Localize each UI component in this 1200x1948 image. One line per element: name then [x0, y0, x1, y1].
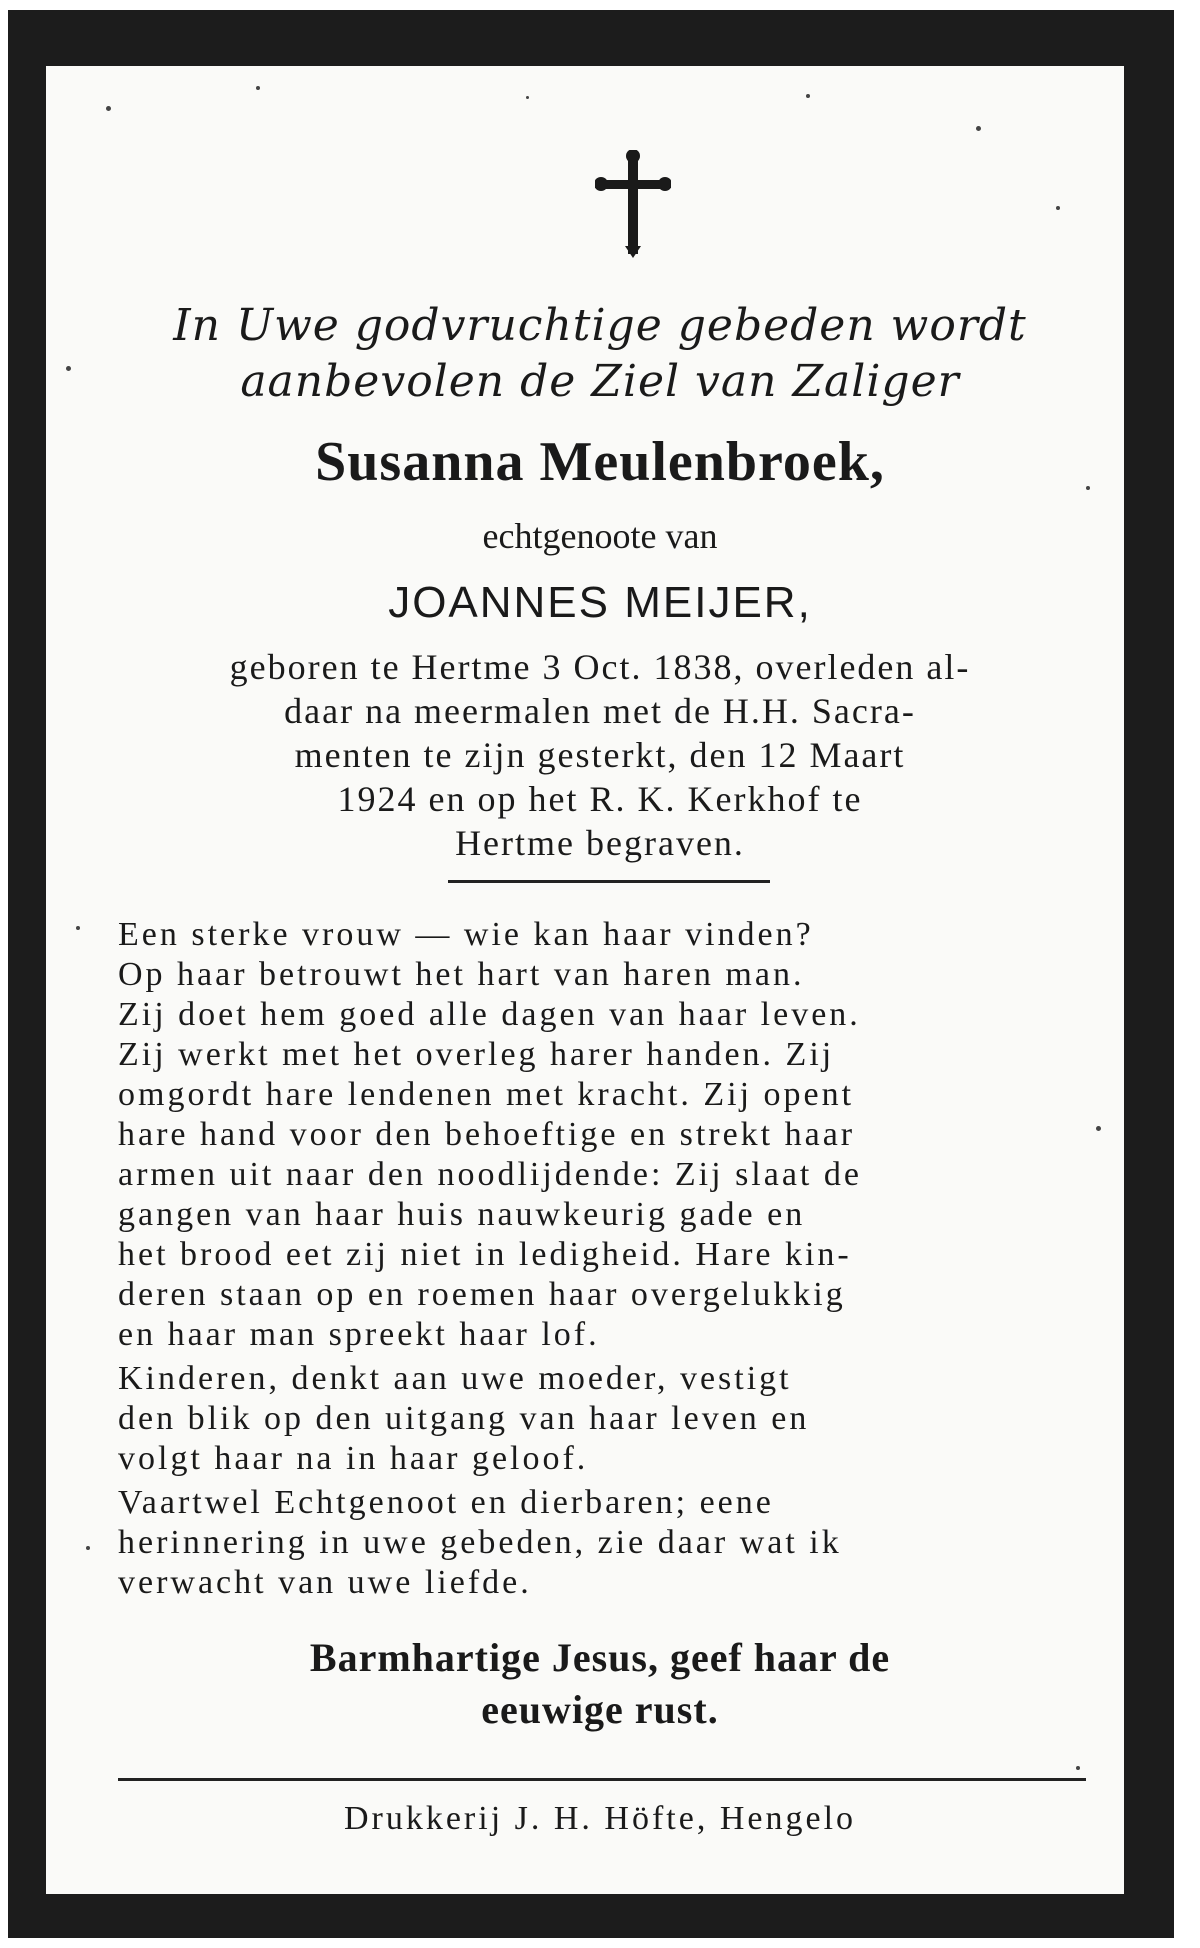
verse-line: Een sterke vrouw — wie kan haar vinden?: [118, 916, 814, 953]
verse-line: Zij doet hem goed alle dagen van haar leven.: [118, 996, 861, 1033]
printer-imprint: Drukkerij J. H. Höfte, Hengelo: [343, 1800, 857, 1837]
biography-line-4: 1924 en op het R. K. Kerkhof te: [337, 779, 863, 819]
invocation-line-1: In Uwe godvruchtige gebeden wordt: [173, 300, 1027, 351]
verse-line: Op haar betrouwt het hart van haren man.: [118, 956, 805, 993]
spouse-name: JOANNES MEIJER,: [388, 578, 812, 627]
verse-line: Kinderen, denkt aan uwe moeder, vestigt: [118, 1360, 792, 1397]
verse-line: Vaartwel Echtgenoot en dierbaren; eene: [118, 1484, 774, 1521]
biography-line-1: geboren te Hertme 3 Oct. 1838, overleden al-: [229, 647, 971, 687]
footer-divider: [118, 1778, 1086, 1781]
verse-line: Zij werkt met het overleg harer handen. Zij: [118, 1036, 835, 1073]
verse-line: den blik op den uitgang van haar leven en: [118, 1400, 810, 1437]
verse-line: deren staan op en roemen haar overgelukkig: [118, 1276, 846, 1313]
verse-line: hare hand voor den behoeftige en strekt haar: [118, 1116, 856, 1153]
verse-line: en haar man spreekt haar lof.: [118, 1316, 600, 1353]
biography-line-3: menten te zijn gesterkt, den 12 Maart: [294, 735, 906, 775]
invocation-line-2: aanbevolen de Ziel van Zaliger: [240, 356, 960, 407]
verse-line: herinnering in uwe gebeden, zie daar wat ik: [118, 1524, 842, 1561]
biography-line-5: Hertme begraven.: [455, 823, 745, 863]
relation-text: echtgenoote van: [482, 516, 718, 556]
section-divider: [448, 880, 770, 883]
biography-line-2: daar na meermalen met de H.H. Sacra-: [284, 691, 916, 731]
verse-line: verwacht van uwe liefde.: [118, 1564, 532, 1601]
closing-prayer-line-2: eeuwige rust.: [481, 1687, 719, 1732]
verse-line: het brood eet zij niet in ledigheid. Hare kin-: [118, 1236, 852, 1273]
verse-line: gangen van haar huis nauwkeurig gade en: [118, 1196, 806, 1233]
cross-icon: [595, 150, 671, 260]
verse-line: omgordt hare lendenen met kracht. Zij opent: [118, 1076, 855, 1113]
deceased-name: Susanna Meulenbroek,: [315, 431, 885, 493]
verse-line: volgt haar na in haar geloof.: [118, 1440, 589, 1477]
closing-prayer-line-1: Barmhartige Jesus, geef haar de: [309, 1635, 891, 1680]
verse-line: armen uit naar den noodlijdende: Zij slaat de: [118, 1156, 862, 1193]
